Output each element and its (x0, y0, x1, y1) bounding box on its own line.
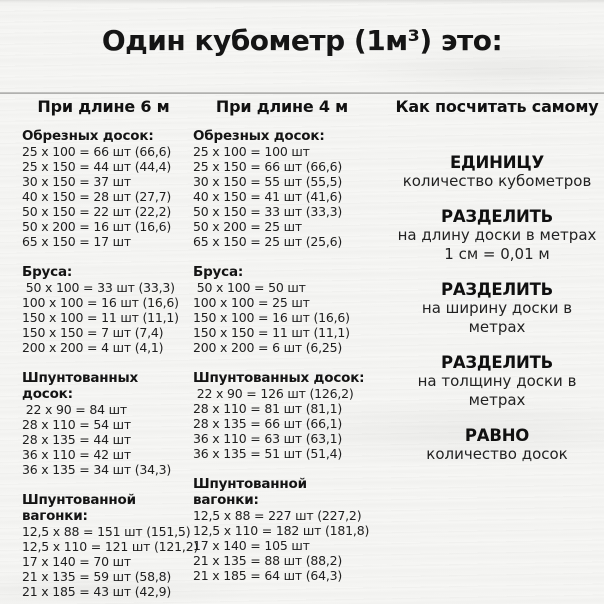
howto-step (390, 280, 604, 337)
lumber-row: 200 x 200 = 6 шт (6,25) (193, 340, 343, 355)
lumber-row: 36 x 110 = 42 шт (22, 447, 131, 462)
howto-step-keyword: РАЗДЕЛИТЬ (440, 353, 554, 372)
lumber-row: 28 x 110 = 54 шт (22, 417, 131, 432)
section-title: Шпунтованных досок: (22, 370, 139, 402)
lumber-row: 50 x 200 = 16 шт (16,6) (22, 219, 172, 234)
lumber-row: 65 x 150 = 17 шт (22, 234, 131, 249)
lumber-section (193, 476, 371, 583)
lumber-row: 50 x 150 = 22 шт (22,2) (22, 204, 172, 219)
lumber-row: 21 x 135 = 88 шт (88,2) (193, 553, 343, 568)
lumber-row: 28 x 135 = 44 шт (22, 432, 131, 447)
section-title: Шпунтованных досок: (193, 370, 365, 386)
page-title: Один кубометр (1м³) это: (101, 24, 503, 57)
howto-step-line: на толщину доски в (417, 372, 577, 390)
howto-step-line: 1 см = 0,01 м (444, 245, 550, 263)
lumber-row: 28 x 110 = 81 шт (81,1) (193, 401, 343, 416)
column-header-howto: Как посчитать самому (395, 97, 599, 116)
lumber-row: 25 x 100 = 66 шт (66,6) (22, 144, 172, 159)
howto-step-keyword: РАЗДЕЛИТЬ (440, 280, 554, 299)
lumber-row: 50 x 100 = 50 шт (193, 280, 306, 295)
lumber-row: 21 x 135 = 59 шт (58,8) (22, 569, 172, 584)
lumber-section (22, 264, 185, 355)
lumber-row: 25 x 150 = 44 шт (44,4) (22, 159, 172, 174)
lumber-row: 150 x 150 = 11 шт (11,1) (193, 325, 350, 340)
howto-step-keyword: ЕДИНИЦУ (449, 153, 545, 172)
lumber-row: 22 x 90 = 84 шт (22, 402, 127, 417)
sections-4m (193, 128, 371, 583)
lumber-row: 28 x 135 = 66 шт (66,1) (193, 416, 343, 431)
lumber-row: 40 x 150 = 41 шт (41,6) (193, 189, 343, 204)
lumber-section (193, 264, 371, 355)
section-title: Шпунтованной вагонки: (22, 492, 136, 524)
howto-steps (390, 153, 604, 464)
header-divider (0, 92, 604, 94)
howto-step-line: количество досок (426, 445, 568, 463)
lumber-row: 17 x 140 = 105 шт (193, 538, 310, 553)
howto-step (390, 426, 604, 464)
section-title: Бруса: (193, 264, 244, 280)
lumber-row: 30 x 150 = 37 шт (22, 174, 131, 189)
lumber-row: 100 x 100 = 16 шт (16,6) (22, 295, 179, 310)
howto-step-line: количество кубометров (402, 172, 592, 190)
lumber-row: 25 x 100 = 100 шт (193, 144, 310, 159)
lumber-row: 12,5 x 110 = 182 шт (181,8) (193, 523, 370, 538)
howto-step-line: на длину доски в метрах (397, 226, 597, 244)
lumber-row: 40 x 150 = 28 шт (27,7) (22, 189, 172, 204)
lumber-row: 150 x 100 = 16 шт (16,6) (193, 310, 350, 325)
section-title: Обрезных досок: (193, 128, 325, 144)
lumber-row: 30 x 150 = 55 шт (55,5) (193, 174, 343, 189)
howto-step (390, 353, 604, 410)
column-length-6m (22, 97, 199, 604)
lumber-section (22, 128, 185, 249)
lumber-row: 65 x 150 = 25 шт (25,6) (193, 234, 343, 249)
lumber-row: 17 x 140 = 70 шт (22, 554, 131, 569)
lumber-row: 150 x 100 = 11 шт (11,1) (22, 310, 179, 325)
lumber-row: 12,5 x 88 = 227 шт (227,2) (193, 508, 362, 523)
sections-6m (22, 128, 199, 599)
section-title: Шпунтованной вагонки: (193, 476, 307, 508)
lumber-row: 21 x 185 = 43 шт (42,9) (22, 584, 172, 599)
howto-step-line: метрах (468, 391, 526, 409)
lumber-row: 100 x 100 = 25 шт (193, 295, 310, 310)
lumber-section (193, 370, 371, 461)
lumber-row: 200 x 200 = 4 шт (4,1) (22, 340, 164, 355)
lumber-section (22, 492, 199, 599)
lumber-row: 12,5 x 88 = 151 шт (151,5) (22, 524, 191, 539)
lumber-section (193, 128, 371, 249)
howto-step (390, 207, 604, 264)
column-header-6m: При длине 6 м (37, 97, 170, 116)
section-title: Бруса: (22, 264, 73, 280)
lumber-section (22, 370, 185, 477)
lumber-row: 50 x 150 = 33 шт (33,3) (193, 204, 343, 219)
howto-step-line: метрах (468, 318, 526, 336)
lumber-row: 36 x 135 = 34 шт (34,3) (22, 462, 172, 477)
howto-step (390, 153, 604, 191)
column-length-4m (193, 98, 371, 598)
lumber-row: 22 x 90 = 126 шт (126,2) (193, 386, 354, 401)
column-howto (390, 98, 604, 480)
lumber-row: 50 x 100 = 33 шт (33,3) (22, 280, 175, 295)
section-title: Обрезных досок: (22, 128, 154, 144)
howto-step-line: на ширину доски в (421, 299, 573, 317)
howto-step-keyword: РАВНО (464, 426, 530, 445)
lumber-row: 36 x 110 = 63 шт (63,1) (193, 431, 343, 446)
lumber-row: 21 x 185 = 64 шт (64,3) (193, 568, 343, 583)
column-header-4m: При длине 4 м (215, 97, 349, 116)
lumber-row: 36 x 135 = 51 шт (51,4) (193, 446, 343, 461)
lumber-row: 50 x 200 = 25 шт (193, 219, 302, 234)
lumber-row: 150 x 150 = 7 шт (7,4) (22, 325, 164, 340)
lumber-row: 25 x 150 = 66 шт (66,6) (193, 159, 343, 174)
howto-step-keyword: РАЗДЕЛИТЬ (440, 207, 554, 226)
lumber-row: 12,5 x 110 = 121 шт (121,2) (22, 539, 199, 554)
